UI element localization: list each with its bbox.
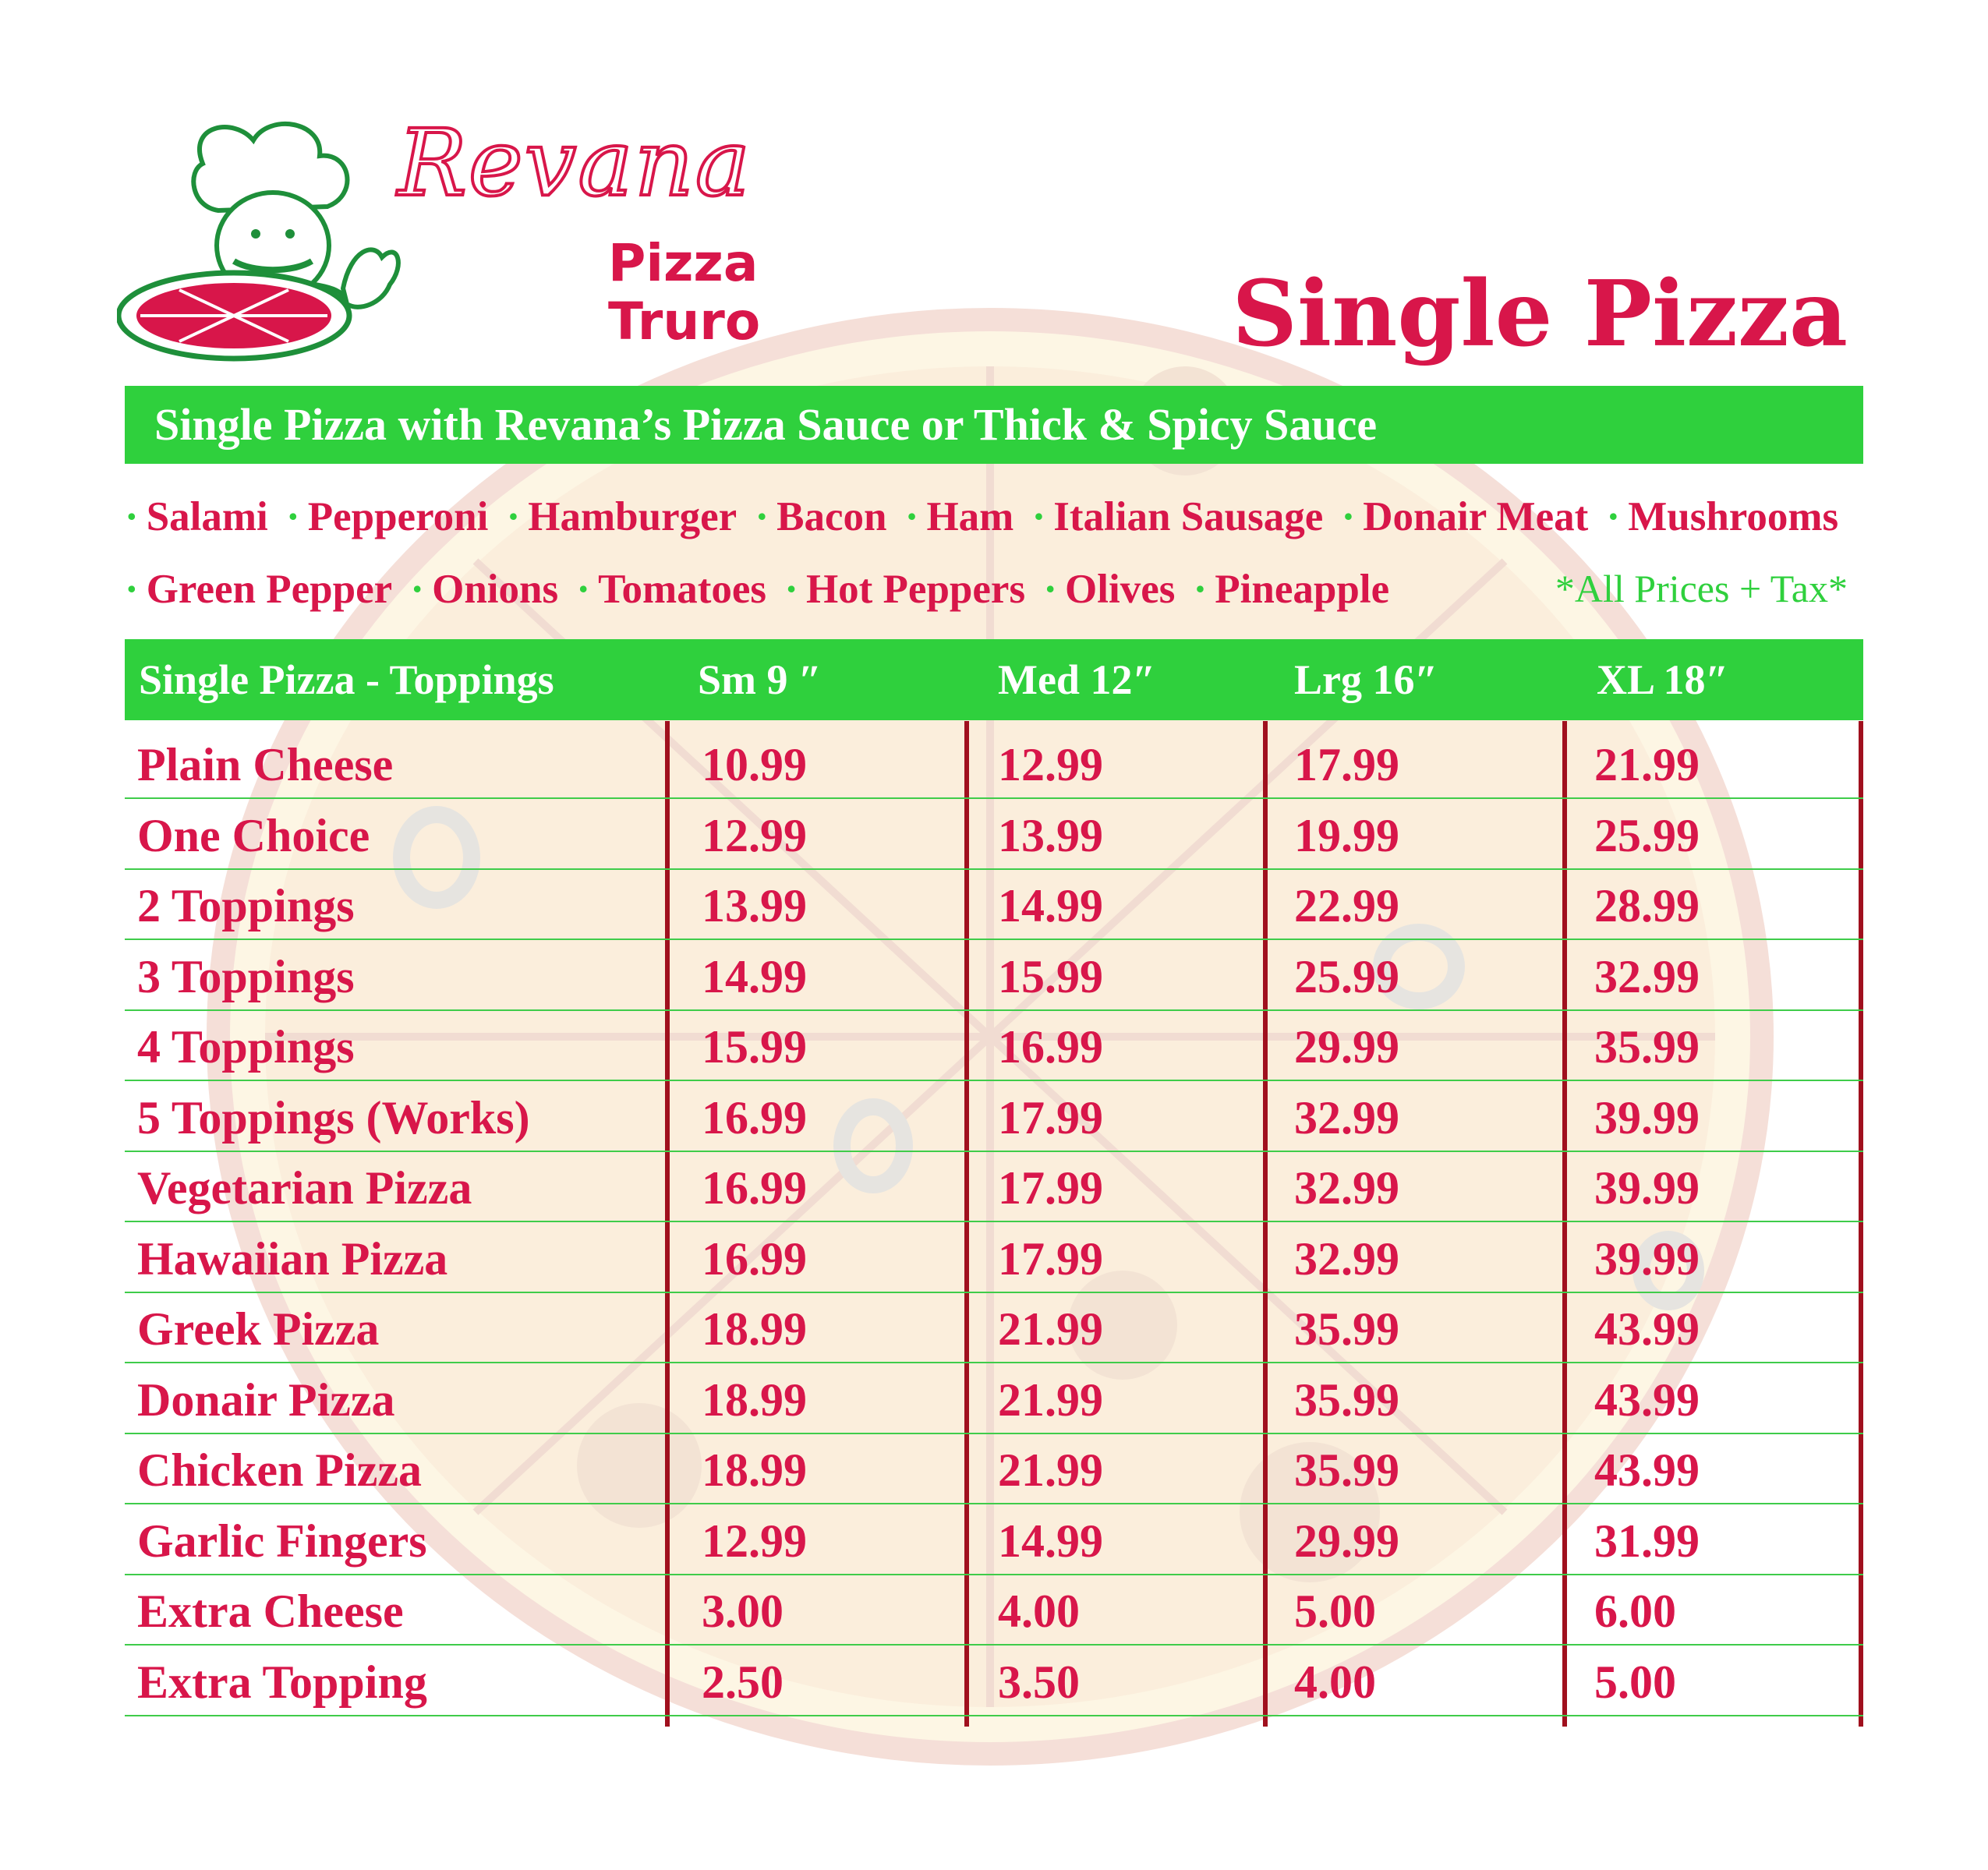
brand-subtitle-pizza: Pizza	[608, 233, 759, 293]
price-large: 35.99	[1294, 1303, 1399, 1355]
item-name: Greek Pizza	[137, 1303, 380, 1355]
topping-item: · Hamburger	[506, 494, 738, 539]
table-row	[125, 1364, 1863, 1434]
price-xl: 31.99	[1594, 1515, 1700, 1567]
table-row	[125, 941, 1863, 1011]
price-large: 22.99	[1294, 880, 1399, 931]
topping-item: · Onions	[410, 567, 559, 612]
price-large: 32.99	[1294, 1232, 1399, 1285]
price-large: 35.99	[1294, 1444, 1399, 1496]
price-medium: 16.99	[998, 1021, 1103, 1073]
price-small: 16.99	[702, 1162, 807, 1214]
price-xl: 21.99	[1594, 739, 1700, 790]
price-small: 12.99	[702, 1515, 807, 1567]
price-medium: 14.99	[998, 1515, 1103, 1567]
price-large: 32.99	[1294, 1162, 1399, 1214]
table-row	[125, 1505, 1863, 1575]
topping-item: · Bacon	[755, 494, 887, 539]
price-large: 17.99	[1294, 739, 1399, 790]
topping-item: · Ham	[904, 494, 1014, 539]
topping-item: · Hot Peppers	[784, 567, 1026, 612]
item-name: Extra Topping	[137, 1656, 427, 1708]
price-small: 15.99	[702, 1021, 807, 1073]
item-name: Vegetarian Pizza	[137, 1162, 472, 1214]
price-xl: 39.99	[1594, 1162, 1700, 1214]
table-row	[125, 1293, 1863, 1363]
brand-name: Revana	[398, 109, 752, 217]
column-header-small: Sm 9 ″	[698, 656, 822, 703]
topping-item: · Green Pepper	[125, 567, 393, 612]
price-medium: 17.99	[998, 1091, 1103, 1144]
price-xl: 39.99	[1594, 1232, 1700, 1285]
item-name: 5 Toppings (Works)	[137, 1091, 530, 1144]
topping-item: · Donair Meat	[1341, 494, 1589, 539]
price-xl: 35.99	[1594, 1021, 1700, 1073]
price-small: 10.99	[702, 739, 807, 790]
item-name: Extra Cheese	[137, 1585, 404, 1637]
item-name: Garlic Fingers	[137, 1515, 427, 1567]
column-header-item: Single Pizza - Toppings	[139, 656, 554, 703]
item-name: 3 Toppings	[137, 950, 355, 1002]
price-medium: 21.99	[998, 1373, 1103, 1426]
toppings-list-line2	[125, 569, 1397, 610]
column-header-medium: Med 12″	[998, 656, 1156, 703]
price-xl: 43.99	[1594, 1444, 1700, 1496]
price-large: 32.99	[1294, 1091, 1399, 1144]
item-name: Chicken Pizza	[137, 1444, 422, 1496]
topping-item: · Tomatoes	[576, 567, 766, 612]
price-large: 35.99	[1294, 1373, 1399, 1426]
price-large: 19.99	[1294, 809, 1399, 861]
price-medium: 21.99	[998, 1444, 1103, 1496]
topping-item: · Mushrooms	[1606, 494, 1839, 539]
item-name: 2 Toppings	[137, 880, 355, 931]
tax-note: *All Prices + Tax*	[1555, 567, 1848, 610]
sauce-banner: Single Pizza with Revana’s Pizza Sauce or Thick & Spicy Sauce	[125, 386, 1863, 464]
table-row	[125, 1152, 1863, 1222]
price-medium: 14.99	[998, 880, 1103, 931]
topping-item: · Pineapple	[1193, 567, 1390, 612]
price-table-header	[125, 639, 1863, 720]
price-small: 18.99	[702, 1303, 807, 1355]
price-medium: 13.99	[998, 809, 1103, 861]
price-large: 4.00	[1294, 1656, 1376, 1708]
table-row	[125, 1646, 1863, 1716]
price-medium: 17.99	[998, 1232, 1103, 1285]
table-row	[125, 1011, 1863, 1081]
price-medium: 3.50	[998, 1656, 1080, 1708]
price-small: 13.99	[702, 880, 807, 931]
topping-item: · Pepperoni	[286, 494, 489, 539]
price-medium: 12.99	[998, 739, 1103, 790]
price-xl: 5.00	[1594, 1656, 1676, 1708]
price-medium: 4.00	[998, 1585, 1080, 1637]
table-row	[125, 800, 1863, 870]
price-small: 12.99	[702, 809, 807, 861]
table-row	[125, 729, 1863, 799]
table-row	[125, 1575, 1863, 1646]
price-small: 16.99	[702, 1091, 807, 1144]
item-name: One Choice	[137, 809, 370, 861]
topping-item: · Italian Sausage	[1031, 494, 1324, 539]
table-row	[125, 1434, 1863, 1504]
table-row	[125, 1082, 1863, 1152]
price-small: 3.00	[702, 1585, 784, 1637]
price-xl: 39.99	[1594, 1091, 1700, 1144]
price-large: 29.99	[1294, 1021, 1399, 1073]
topping-item: · Salami	[125, 494, 268, 539]
item-name: Hawaiian Pizza	[137, 1232, 448, 1285]
price-xl: 43.99	[1594, 1303, 1700, 1355]
column-header-large: Lrg 16″	[1294, 656, 1438, 703]
price-small: 18.99	[702, 1373, 807, 1426]
price-xl: 28.99	[1594, 880, 1700, 931]
price-xl: 43.99	[1594, 1373, 1700, 1426]
brand-subtitle-city: Truro	[608, 292, 761, 352]
price-small: 18.99	[702, 1444, 807, 1496]
price-small: 14.99	[702, 950, 807, 1002]
toppings-list-line1	[125, 494, 1846, 539]
price-xl: 6.00	[1594, 1585, 1676, 1637]
price-small: 2.50	[702, 1656, 784, 1708]
page-title: Single Pizza	[1232, 261, 1848, 367]
price-large: 25.99	[1294, 950, 1399, 1002]
price-small: 16.99	[702, 1232, 807, 1285]
topping-item: · Olives	[1043, 567, 1176, 612]
table-row	[125, 870, 1863, 940]
price-large: 5.00	[1294, 1585, 1376, 1637]
item-name: 4 Toppings	[137, 1021, 355, 1073]
column-header-xl: XL 18″	[1597, 656, 1729, 703]
price-xl: 25.99	[1594, 809, 1700, 861]
table-row	[125, 1223, 1863, 1293]
price-medium: 15.99	[998, 950, 1103, 1002]
price-large: 29.99	[1294, 1515, 1399, 1567]
item-name: Plain Cheese	[137, 739, 394, 790]
item-name: Donair Pizza	[137, 1373, 395, 1426]
price-xl: 32.99	[1594, 950, 1700, 1002]
price-medium: 17.99	[998, 1162, 1103, 1214]
price-medium: 21.99	[998, 1303, 1103, 1355]
